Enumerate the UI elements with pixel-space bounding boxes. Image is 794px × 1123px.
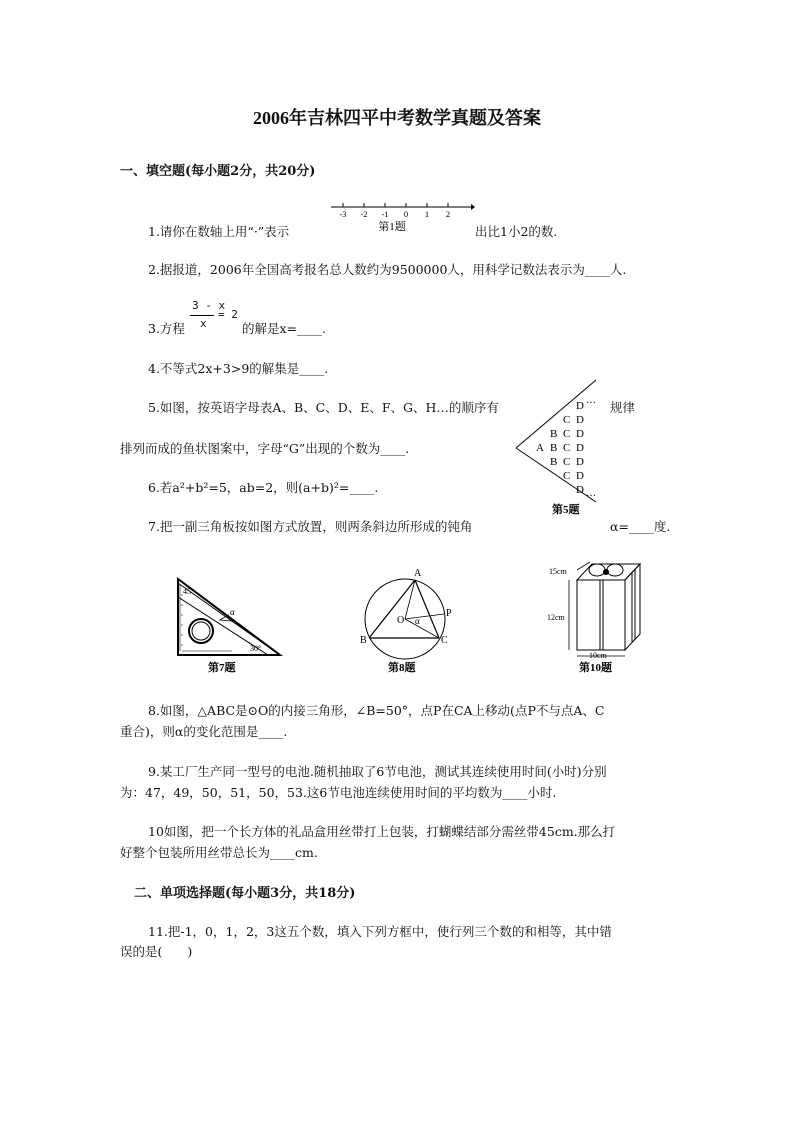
question-10-line-1: 10如图，把一个长方体的礼品盒用丝带打上包装，打蝴蝶结部分需丝带45cm.那么打 (148, 824, 616, 839)
figure-1-caption: 第1题 (378, 221, 406, 233)
svg-text:B: B (550, 428, 558, 440)
angle-30-label: 30° (250, 644, 262, 653)
question-11-line-2: 误的是( ) (120, 944, 193, 959)
figure-8-caption: 第8题 (388, 662, 416, 674)
svg-text:D: D (576, 484, 584, 496)
question-1-text: 1.请你在数轴上用“·”表示 (148, 224, 290, 239)
svg-text:A: A (536, 442, 544, 454)
fraction-bar (190, 315, 214, 316)
section-2-heading: 二、单项选择题(每小题3分，共18分) (134, 886, 356, 901)
svg-text:D: D (576, 428, 584, 440)
height-label: 12cm (547, 613, 565, 622)
equation-equals: = 2 (218, 308, 238, 321)
alpha-label: α (230, 607, 235, 617)
tick-label: -3 (339, 209, 347, 219)
question-9-line-1: 9.某工厂生产同一型号的电池.随机抽取了6节电池，测试其连续使用时间(小时)分别 (148, 764, 607, 779)
svg-text:C: C (563, 442, 571, 454)
point-A: A (414, 568, 422, 579)
question-5-line-2: 排列而成的鱼状图案中，字母“G”出现的个数为____. (120, 441, 410, 456)
question-11-line-1: 11.把-1，0，1，2，3这五个数，填入下列方框中，使行列三个数的和相等，其中错 (148, 924, 612, 939)
point-P: P (446, 608, 452, 619)
svg-text:B: B (550, 456, 558, 468)
fraction-denominator: x (200, 317, 207, 330)
number-line-figure (325, 196, 475, 238)
section-1-heading: 一、填空题(每小题2分，共20分) (120, 164, 316, 179)
figure-7-set-squares (172, 575, 287, 675)
figure-7-caption: 第7题 (208, 662, 236, 674)
question-1-text-end: 出比1小2的数. (475, 224, 558, 239)
question-4-text: 4.不等式2x+3>9的解集是____. (148, 361, 329, 376)
width-label: 15cm (549, 567, 567, 576)
question-5-rule: 规律 (610, 400, 636, 415)
tick-label: -2 (360, 209, 368, 219)
question-7-answer: α=____度. (610, 519, 671, 534)
question-7-text: 7.把一副三角板按如图方式放置，则两条斜边所形成的钝角 (148, 519, 473, 534)
tick-label: 0 (403, 209, 409, 219)
question-2-text: 2.据报道，2006年全国高考报名总人数约为9500000人，用科学记数法表示为____人. (148, 262, 627, 277)
tick-label: 2 (445, 209, 451, 219)
svg-text:B: B (550, 442, 558, 454)
fraction-numerator: 3 - x (192, 299, 226, 312)
svg-text:D: D (576, 442, 584, 454)
question-8-line-1: 8.如图，△ABC是⊙O的内接三角形，∠B=50°，点P在CA上移动(点P不与点A、C (148, 703, 605, 718)
svg-text:D: D (576, 414, 584, 426)
point-O: O (397, 615, 405, 626)
alpha-label: α (415, 616, 420, 626)
question-5-line-1: 5.如图，按英语字母表A、B、C、D、E、F、G、H…的顺序有 (148, 400, 499, 415)
ellipsis: … (586, 395, 596, 406)
figure-10-gift-box (545, 560, 660, 678)
question-9-line-2: 为：47，49，50，51，50，53.这6节电池连续使用时间的平均数为____小时. (120, 785, 557, 800)
svg-text:D: D (576, 470, 584, 482)
svg-text:C: C (563, 456, 571, 468)
svg-text:D: D (576, 456, 584, 468)
svg-text:C: C (563, 470, 571, 482)
fish-pattern-figure (510, 378, 610, 520)
figure-5-caption: 第5题 (552, 504, 580, 516)
question-6-text: 6.若a²+b²=5，ab=2，则(a+b)²=____. (148, 480, 379, 495)
length-label: 10cm (589, 651, 607, 660)
svg-text:C: C (563, 414, 571, 426)
question-3-prefix: 3.方程 (148, 321, 185, 336)
tick-label: 1 (424, 209, 430, 219)
figure-8-circle-triangle (355, 562, 460, 677)
figure-10-caption: 第10题 (579, 662, 612, 674)
ellipsis: … (586, 488, 596, 499)
page-title: 2006年吉林四平中考数学真题及答案 (253, 108, 541, 128)
question-8-line-2: 重合)，则α的变化范围是____. (120, 724, 288, 739)
question-10-line-2: 好整个包装所用丝带总长为____cm. (120, 845, 318, 860)
tick-label: -1 (381, 209, 389, 219)
svg-text:C: C (563, 428, 571, 440)
point-C: C (441, 635, 448, 646)
svg-text:D: D (576, 400, 584, 412)
angle-45-label: 45° (183, 587, 195, 596)
question-3-suffix: 的解是x=____. (242, 321, 326, 336)
point-B: B (360, 635, 367, 646)
